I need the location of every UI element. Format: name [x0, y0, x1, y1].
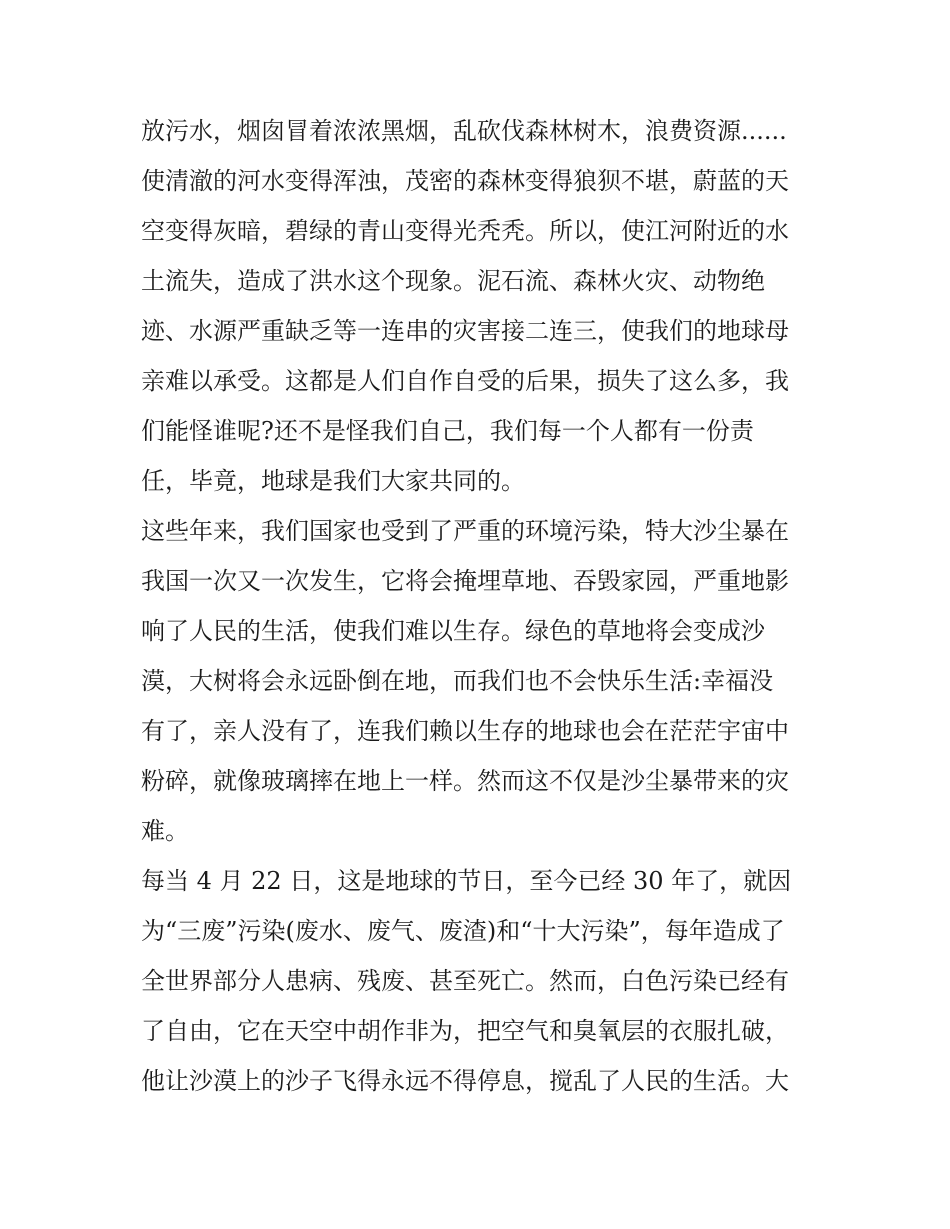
text-line: 难。 — [141, 817, 189, 845]
paragraph-3 — [141, 856, 821, 1106]
text-line: 有了，亲人没有了，连我们赖以生存的地球也会在茫茫宇宙中 — [141, 717, 789, 745]
text-line: 粉碎，就像玻璃摔在地上一样。然而这不仅是沙尘暴带来的灾 — [141, 767, 789, 795]
text-line: 这些年来，我们国家也受到了严重的环境污染，特大沙尘暴在 — [141, 517, 789, 545]
text-line: 为“三废”污染(废水、废气、废渣)和“十大污染”，每年造成了 — [141, 917, 785, 945]
text-line: 任，毕竟，地球是我们大家共同的。 — [141, 467, 525, 495]
text-line: 们能怪谁呢?还不是怪我们自己，我们每一个人都有一份责 — [141, 417, 754, 445]
text-line: 迹、水源严重缺乏等一连串的灾害接二连三，使我们的地球母 — [141, 317, 789, 345]
text-line: 漠，大树将会永远卧倒在地，而我们也不会快乐生活:幸福没 — [141, 667, 774, 695]
paragraph-2 — [141, 506, 821, 856]
text-line: 我国一次又一次发生，它将会掩埋草地、吞毁家园，严重地影 — [141, 567, 789, 595]
text-line: 响了人民的生活，使我们难以生存。绿色的草地将会变成沙 — [141, 617, 765, 645]
text-line: 空变得灰暗，碧绿的青山变得光秃秃。所以，使江河附近的水 — [141, 217, 789, 245]
text-line: 使清澈的河水变得浑浊，茂密的森林变得狼狈不堪，蔚蓝的天 — [141, 167, 789, 195]
text-line: 每当 4 月 22 日，这是地球的节日，至今已经 30 年了，就因 — [141, 867, 792, 895]
body-text — [141, 106, 821, 1106]
text-line: 土流失，造成了洪水这个现象。泥石流、森林火灾、动物绝 — [141, 267, 765, 295]
text-line: 全世界部分人患病、残废、甚至死亡。然而，白色污染已经有 — [141, 967, 789, 995]
text-line: 他让沙漠上的沙子飞得永远不得停息，搅乱了人民的生活。大 — [141, 1067, 789, 1095]
paragraph-1 — [141, 106, 821, 506]
text-line: 了自由，它在天空中胡作非为，把空气和臭氧层的衣服扎破， — [141, 1017, 789, 1045]
text-line: 放污水，烟囱冒着浓浓黑烟，乱砍伐森林树木，浪费资源...... — [141, 117, 787, 145]
text-line: 亲难以承受。这都是人们自作自受的后果，损失了这么多，我 — [141, 367, 789, 395]
